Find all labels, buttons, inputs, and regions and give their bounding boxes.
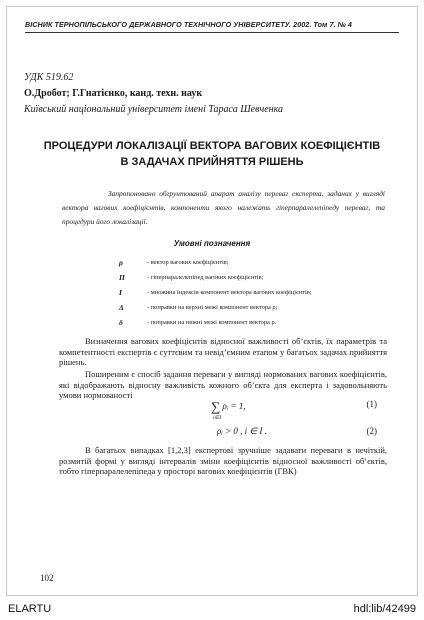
handle-link[interactable]: hdl:lib/42499 bbox=[353, 603, 416, 615]
article-title bbox=[17, 138, 407, 170]
notation-text: - гіперпаралелепіпед вагових коефіцієнтів; bbox=[147, 274, 264, 281]
notation-row bbox=[119, 255, 312, 270]
abstract: Запропоновано обгрунтований апарат аналізу переваг експерта, заданих у вигляді вектора вагових коефіцієнтів, компоненти якого належать гіперпаралелепіпеду переваг, та процедури його локалізації. bbox=[62, 189, 385, 226]
paragraph-2: Поширеним є спосіб задання переваги у вигляді нормованих вагових коефіцієнтів, які відображають відносну важливість кожного об’єкта для експерта і задовольняють умови нормованості bbox=[59, 369, 387, 400]
notation-symbol: Π bbox=[119, 273, 125, 282]
equation-2-number: (2) bbox=[366, 426, 377, 436]
notation-symbol: I bbox=[119, 288, 122, 297]
notation-row bbox=[119, 300, 312, 315]
notation-symbol: Δ bbox=[119, 303, 124, 312]
equation-1-body: ρᵢ = 1, bbox=[222, 401, 246, 411]
notation-list bbox=[119, 255, 312, 330]
equation-2: ρᵢ > 0 , i ∈ I . bbox=[217, 426, 267, 436]
equation-1 bbox=[211, 399, 246, 421]
notation-row bbox=[119, 285, 312, 300]
repository-label: ELARTU bbox=[8, 603, 52, 615]
udk-code: УДК 519.62 bbox=[24, 72, 74, 83]
notation-text: - поправки на нижні межі компонент вектора ρ. bbox=[147, 319, 277, 326]
authors: О.Дробот; Г.Гнатієнко, канд. техн. наук bbox=[24, 88, 203, 99]
notation-symbol: δ bbox=[119, 318, 123, 327]
page-number: 102 bbox=[40, 573, 54, 583]
journal-header: ВІСНИК ТЕРНОПІЛЬСЬКОГО ДЕРЖАВНОГО ТЕХНІЧНОГО УНІВЕРСИТЕТУ. 2002. Том 7. № 4 bbox=[25, 20, 399, 33]
notation-title: Умовні позначення bbox=[173, 239, 251, 248]
sum-subscript: i∈I bbox=[213, 415, 222, 421]
notation-text: - вектор вагових коефіцієнтів; bbox=[147, 259, 229, 266]
notation-row bbox=[119, 270, 312, 285]
notation-row bbox=[119, 315, 312, 330]
notation-text: - поправки на верхні межі компонент вектора ρ; bbox=[147, 304, 278, 311]
title-line-2: В ЗАДАЧАХ ПРИЙНЯТТЯ РІШЕНЬ bbox=[120, 156, 304, 168]
sum-symbol: ∑ bbox=[211, 399, 221, 414]
notation-text: - множина індексів компонент вектора вагових коефіцієнтів; bbox=[147, 289, 312, 296]
document-page bbox=[6, 6, 418, 596]
paragraph-1: Визначення вагових коефіцієнтів відносної важливості об’єктів, їх параметрів та компетентності експертів є суттєвим та невід’ємним етапом у багатьох задачах прийняття рішень. bbox=[59, 336, 387, 367]
paragraph-3: В багатьох випадках [1,2,3] експертові зручніше задавати переваги в нечіткій, розмитій формі у вигляді інтервалів зміни коефіцієнтів відносної важливості об’єктів, тобто гіперпаралелепіпеда у просторі вагових коефіцієнтів (ГВК) bbox=[59, 445, 387, 476]
equation-1-number: (1) bbox=[366, 399, 377, 409]
title-line-1: ПРОЦЕДУРИ ЛОКАЛІЗАЦІЇ ВЕКТОРА ВАГОВИХ КОЕФІЦІЄНТІВ bbox=[43, 140, 381, 152]
affiliation: Київський національний університет імені Тараса Шевченка bbox=[24, 104, 284, 115]
notation-symbol: ρ bbox=[119, 258, 123, 267]
